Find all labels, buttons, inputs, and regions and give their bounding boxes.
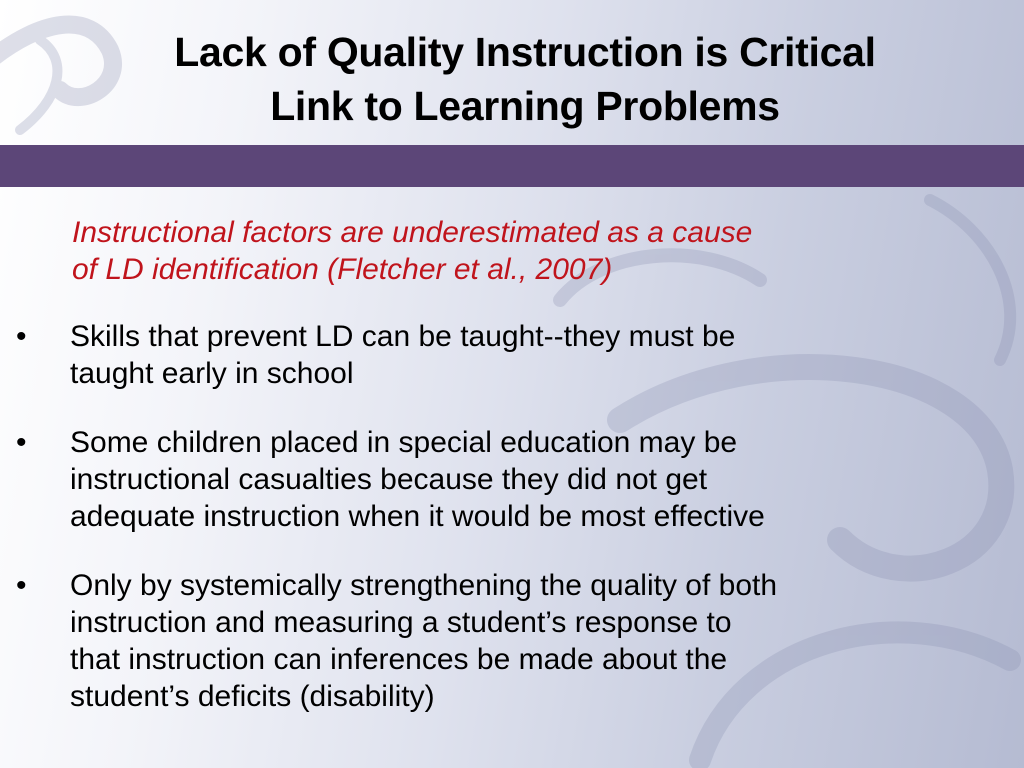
bullet-line: Only by systemically strengthening the quality of both	[70, 569, 778, 602]
title-divider-band	[0, 145, 1024, 187]
title-area	[60, 14, 990, 144]
slide-title	[174, 25, 875, 133]
bullet-marker: •	[16, 569, 27, 602]
bullet-line: Skills that prevent LD can be taught--they must be	[70, 320, 736, 353]
slide-title-line-2: Link to Learning Problems	[270, 83, 780, 129]
bullet-item	[0, 567, 1015, 715]
bullet-line: instruction and measuring a student’s response to	[70, 606, 732, 639]
bullet-list	[0, 318, 1024, 715]
bullet-item	[0, 318, 1015, 392]
bullet-line: that instruction can inferences be made about the	[70, 643, 728, 676]
bullet-line: taught early in school	[70, 357, 354, 390]
slide-subtitle-line-2: of LD identification (Fletcher et al., 2007)	[72, 253, 613, 286]
slide-subtitle	[72, 214, 1002, 288]
bullet-marker: •	[16, 320, 27, 353]
bullet-line: instructional casualties because they did not get	[70, 463, 708, 496]
slide-title-line-1: Lack of Quality Instruction is Critical	[174, 29, 876, 75]
bullet-line: student’s deficits (disability)	[70, 680, 435, 713]
slide-subtitle-line-1: Instructional factors are underestimated as a cause	[72, 216, 753, 249]
bullet-line: Some children placed in special education may be	[70, 426, 738, 459]
bullet-item	[0, 424, 1015, 535]
slide-body	[0, 214, 1024, 747]
bullet-line: adequate instruction when it would be most effective	[70, 500, 765, 533]
bullet-marker: •	[16, 426, 27, 459]
